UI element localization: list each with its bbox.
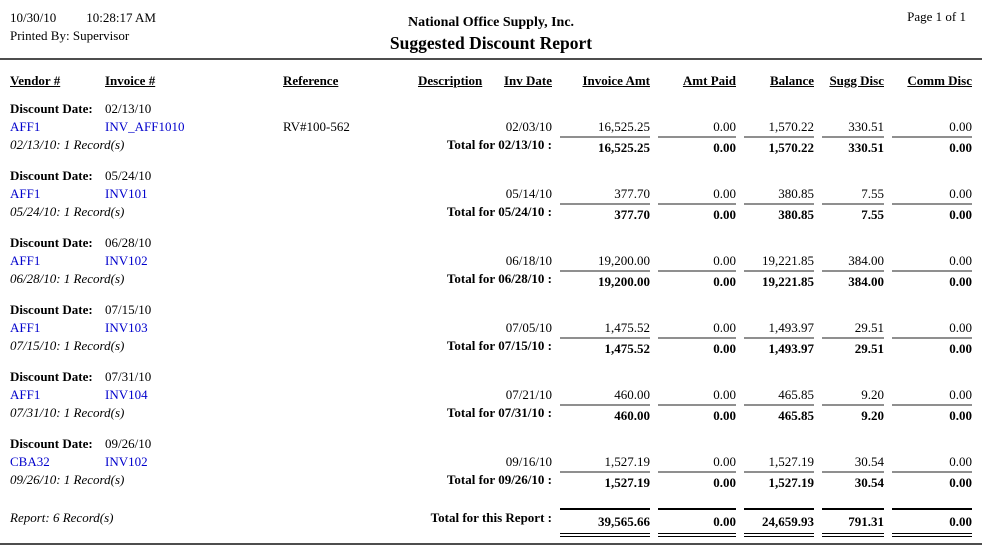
group-total-amt-paid: 0.00 <box>658 471 736 492</box>
group-total-row <box>10 270 972 291</box>
group-total-label: Total for 07/15/10 : <box>446 338 552 353</box>
comm-disc-cell: 0.00 <box>949 320 972 335</box>
discount-date-value: 02/13/10 <box>105 101 152 116</box>
bottom-divider <box>0 543 982 545</box>
group-total-row <box>10 404 972 425</box>
vendor-link[interactable]: AFF1 <box>10 253 41 268</box>
col-header-invoice: Invoice # <box>105 73 156 88</box>
company-name: National Office Supply, Inc. <box>407 15 575 30</box>
group-total-comm-disc: 0.00 <box>892 471 972 492</box>
invoice-row <box>10 319 972 337</box>
col-header-inv-date: Inv Date <box>503 73 552 88</box>
inv-date-cell: 06/18/10 <box>505 253 552 268</box>
vendor-link[interactable]: AFF1 <box>10 387 41 402</box>
discount-date-label: Discount Date: <box>10 235 93 250</box>
group-total-invoice-amt: 377.70 <box>560 203 650 224</box>
invoice-link[interactable]: INV103 <box>105 320 148 335</box>
group-total-balance: 465.85 <box>744 404 814 425</box>
discount-date-value: 05/24/10 <box>105 168 152 183</box>
amt-paid-cell: 0.00 <box>713 454 736 469</box>
discount-group <box>10 234 972 291</box>
group-total-row <box>10 471 972 492</box>
col-header-vendor: Vendor # <box>10 73 61 88</box>
col-header-invoice-amt: Invoice Amt <box>582 73 650 88</box>
group-record-note: 09/26/10: 1 Record(s) <box>10 472 125 487</box>
header-divider <box>0 58 982 60</box>
discount-date-label: Discount Date: <box>10 101 93 116</box>
group-record-note: 07/31/10: 1 Record(s) <box>10 405 125 420</box>
amt-paid-cell: 0.00 <box>713 253 736 268</box>
discount-date-label: Discount Date: <box>10 369 93 384</box>
reference-cell <box>283 252 410 270</box>
group-total-amt-paid: 0.00 <box>658 203 736 224</box>
invoice-row <box>10 252 972 270</box>
page-indicator: Page 1 of 1 <box>907 9 966 24</box>
vendor-link[interactable]: AFF1 <box>10 320 41 335</box>
group-total-sugg-disc: 30.54 <box>822 471 884 492</box>
vendor-link[interactable]: AFF1 <box>10 186 41 201</box>
group-total-comm-disc: 0.00 <box>892 337 972 358</box>
report-header <box>0 0 982 58</box>
invoice-amt-cell: 19,200.00 <box>598 253 650 268</box>
comm-disc-cell: 0.00 <box>949 387 972 402</box>
col-header-sugg-disc: Sugg Disc <box>829 73 884 88</box>
printed-date: 10/30/10 <box>10 10 57 25</box>
invoice-row <box>10 386 972 404</box>
col-header-comm-disc: Comm Disc <box>907 73 972 88</box>
group-total-label: Total for 07/31/10 : <box>446 405 552 420</box>
group-record-note: 07/15/10: 1 Record(s) <box>10 338 125 353</box>
balance-cell: 1,570.22 <box>768 119 814 134</box>
discount-group <box>10 368 972 425</box>
group-total-row <box>10 136 972 157</box>
reference-cell <box>283 319 410 337</box>
discount-date-value: 09/26/10 <box>105 436 152 451</box>
sugg-disc-cell: 9.20 <box>861 387 884 402</box>
vendor-link[interactable]: AFF1 <box>10 119 41 134</box>
group-total-invoice-amt: 1,475.52 <box>560 337 650 358</box>
sugg-disc-cell: 29.51 <box>854 320 884 335</box>
reference-cell <box>283 453 410 471</box>
comm-disc-cell: 0.00 <box>949 253 972 268</box>
invoice-link[interactable]: INV102 <box>105 454 148 469</box>
group-total-invoice-amt: 460.00 <box>560 404 650 425</box>
group-total-label: Total for 02/13/10 : <box>446 137 552 152</box>
inv-date-cell: 05/14/10 <box>505 186 552 201</box>
invoice-row <box>10 118 972 136</box>
inv-date-cell: 07/05/10 <box>505 320 552 335</box>
balance-cell: 1,527.19 <box>768 454 814 469</box>
invoice-row <box>10 453 972 471</box>
invoice-amt-cell: 1,475.52 <box>604 320 650 335</box>
balance-cell: 19,221.85 <box>762 253 814 268</box>
description-cell <box>418 319 492 337</box>
discount-date-row <box>10 234 972 252</box>
group-total-sugg-disc: 7.55 <box>822 203 884 224</box>
inv-date-cell: 02/03/10 <box>505 119 552 134</box>
group-record-note: 05/24/10: 1 Record(s) <box>10 204 125 219</box>
group-total-balance: 380.85 <box>744 203 814 224</box>
group-total-amt-paid: 0.00 <box>658 337 736 358</box>
description-cell <box>418 118 492 136</box>
sugg-disc-cell: 330.51 <box>848 119 884 134</box>
inv-date-cell: 09/16/10 <box>505 454 552 469</box>
report-total-sugg-disc: 791.31 <box>822 508 884 537</box>
invoice-link[interactable]: INV102 <box>105 253 148 268</box>
col-header-amt-paid: Amt Paid <box>682 73 736 88</box>
group-total-amt-paid: 0.00 <box>658 136 736 157</box>
group-total-comm-disc: 0.00 <box>892 136 972 157</box>
printed-time: 10:28:17 AM <box>86 10 156 25</box>
col-header-description: Description <box>418 73 483 88</box>
report-total-comm-disc: 0.00 <box>892 508 972 537</box>
description-cell <box>418 386 492 404</box>
group-total-comm-disc: 0.00 <box>892 203 972 224</box>
invoice-amt-cell: 16,525.25 <box>598 119 650 134</box>
invoice-amt-cell: 1,527.19 <box>604 454 650 469</box>
invoice-link[interactable]: INV101 <box>105 186 148 201</box>
discount-date-row <box>10 435 972 453</box>
group-record-note: 06/28/10: 1 Record(s) <box>10 271 125 286</box>
discount-date-label: Discount Date: <box>10 168 93 183</box>
report-total-amt-paid: 0.00 <box>658 508 736 537</box>
group-total-label: Total for 06/28/10 : <box>446 271 552 286</box>
group-total-sugg-disc: 29.51 <box>822 337 884 358</box>
discount-date-row <box>10 167 972 185</box>
invoice-amt-cell: 460.00 <box>614 387 650 402</box>
comm-disc-cell: 0.00 <box>949 186 972 201</box>
group-total-row <box>10 337 972 358</box>
discount-date-value: 07/31/10 <box>105 369 152 384</box>
group-total-amt-paid: 0.00 <box>658 270 736 291</box>
discount-group <box>10 435 972 492</box>
group-record-note: 02/13/10: 1 Record(s) <box>10 137 125 152</box>
sugg-disc-cell: 7.55 <box>861 186 884 201</box>
amt-paid-cell: 0.00 <box>713 387 736 402</box>
group-total-sugg-disc: 9.20 <box>822 404 884 425</box>
inv-date-cell: 07/21/10 <box>505 387 552 402</box>
reference-cell <box>283 386 410 404</box>
amt-paid-cell: 0.00 <box>713 320 736 335</box>
discount-date-row <box>10 100 972 118</box>
discount-date-row <box>10 368 972 386</box>
description-cell <box>418 252 492 270</box>
reference-cell: RV#100-562 <box>283 119 350 134</box>
group-total-comm-disc: 0.00 <box>892 404 972 425</box>
invoice-link[interactable]: INV_AFF1010 <box>105 119 185 134</box>
invoice-link[interactable]: INV104 <box>105 387 148 402</box>
report-total-balance: 24,659.93 <box>744 508 814 537</box>
sugg-disc-cell: 30.54 <box>854 454 884 469</box>
report-title: Suggested Discount Report <box>389 33 593 53</box>
balance-cell: 465.85 <box>778 387 814 402</box>
vendor-link[interactable]: CBA32 <box>10 454 50 469</box>
balance-cell: 1,493.97 <box>768 320 814 335</box>
amt-paid-cell: 0.00 <box>713 186 736 201</box>
group-total-balance: 19,221.85 <box>744 270 814 291</box>
comm-disc-cell: 0.00 <box>949 119 972 134</box>
discount-date-label: Discount Date: <box>10 302 93 317</box>
description-cell <box>418 185 492 203</box>
discount-date-value: 06/28/10 <box>105 235 152 250</box>
reference-cell <box>283 185 410 203</box>
group-total-balance: 1,527.19 <box>744 471 814 492</box>
discount-group <box>10 301 972 358</box>
group-total-invoice-amt: 19,200.00 <box>560 270 650 291</box>
comm-disc-cell: 0.00 <box>949 454 972 469</box>
report-record-note: Report: 6 Record(s) <box>10 510 114 525</box>
report-total-label: Total for this Report : <box>430 510 552 525</box>
group-total-sugg-disc: 384.00 <box>822 270 884 291</box>
discount-date-row <box>10 301 972 319</box>
group-total-balance: 1,570.22 <box>744 136 814 157</box>
column-header-row <box>10 72 972 90</box>
discount-groups <box>10 100 972 492</box>
group-total-invoice-amt: 1,527.19 <box>560 471 650 492</box>
report-total-invoice-amt: 39,565.66 <box>560 508 650 537</box>
col-header-reference: Reference <box>283 73 339 88</box>
group-total-invoice-amt: 16,525.25 <box>560 136 650 157</box>
description-cell <box>418 453 492 471</box>
group-total-comm-disc: 0.00 <box>892 270 972 291</box>
discount-group <box>10 167 972 224</box>
report-total-row <box>10 508 972 537</box>
discount-date-value: 07/15/10 <box>105 302 152 317</box>
printed-by: Printed By: Supervisor <box>10 28 130 43</box>
discount-date-label: Discount Date: <box>10 436 93 451</box>
group-total-balance: 1,493.97 <box>744 337 814 358</box>
col-header-balance: Balance <box>769 73 814 88</box>
report-body <box>0 72 982 537</box>
invoice-amt-cell: 377.70 <box>614 186 650 201</box>
sugg-disc-cell: 384.00 <box>848 253 884 268</box>
balance-cell: 380.85 <box>778 186 814 201</box>
printed-datetime <box>10 9 156 27</box>
group-total-label: Total for 09/26/10 : <box>446 472 552 487</box>
group-total-amt-paid: 0.00 <box>658 404 736 425</box>
discount-group <box>10 100 972 157</box>
group-total-label: Total for 05/24/10 : <box>446 204 552 219</box>
group-total-sugg-disc: 330.51 <box>822 136 884 157</box>
invoice-row <box>10 185 972 203</box>
amt-paid-cell: 0.00 <box>713 119 736 134</box>
group-total-row <box>10 203 972 224</box>
